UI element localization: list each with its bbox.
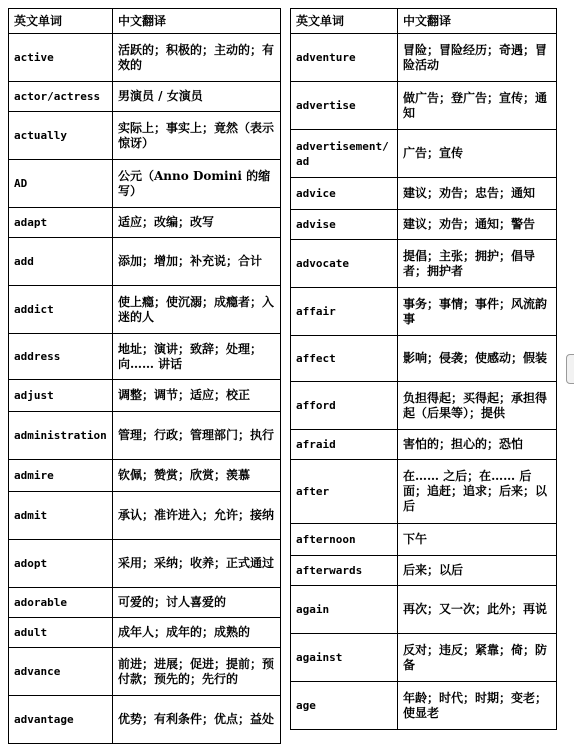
meaning-cell: 可爱的；讨人喜爱的 [113,588,281,618]
word-cell: advice [291,178,398,210]
word-cell: advertisement/ad [291,130,398,178]
meaning-cell: 事务；事情；事件；风流韵事 [398,288,557,336]
meaning-cell: 影响；侵袭；使感动；假装 [398,336,557,382]
table-row [291,34,557,82]
table-row [291,82,557,130]
table-row [9,588,281,618]
word-cell: active [9,34,113,82]
meaning-cell: 适应；改编；改写 [113,208,281,238]
vocabulary-table-left [8,8,281,744]
meaning-cell: 反对；违反；紧靠；倚；防备 [398,634,557,682]
word-cell: adorable [9,588,113,618]
word-cell: adventure [291,34,398,82]
meaning-cell: 公元（Anno Domini 的缩写） [113,160,281,208]
meaning-cell: 做广告；登广告；宣传；通知 [398,82,557,130]
meaning-cell: 负担得起；买得起；承担得起（后果等）；提供 [398,382,557,430]
table-row [9,286,281,334]
meaning-cell: 添加；增加；补充说；合计 [113,238,281,286]
word-cell: actor/actress [9,82,113,112]
meaning-cell: 承认；准许进入；允许；接纳 [113,492,281,540]
word-cell: addict [9,286,113,334]
table-row [9,160,281,208]
side-collapse-tab[interactable] [566,354,574,384]
table-row [291,524,557,556]
table-body [291,34,557,730]
meaning-cell: 调整；调节；适应；校正 [113,380,281,412]
table-row [9,460,281,492]
meaning-cell: 建议；劝告；通知；警告 [398,210,557,240]
table-row [9,540,281,588]
word-cell: after [291,460,398,524]
table-row [291,460,557,524]
table-row [291,586,557,634]
table-row [9,238,281,286]
meaning-cell: 实际上；事实上；竟然（表示惊讶） [113,112,281,160]
word-cell: advance [9,648,113,696]
word-cell: actually [9,112,113,160]
word-cell: again [291,586,398,634]
word-cell: against [291,634,398,682]
table-row [9,112,281,160]
table-row [291,634,557,682]
table-row [291,210,557,240]
word-cell: advocate [291,240,398,288]
table-row [9,412,281,460]
column-header-word: 英文单词 [291,9,398,34]
table-row [291,336,557,382]
word-cell: adopt [9,540,113,588]
meaning-cell: 提倡；主张；拥护；倡导者；拥护者 [398,240,557,288]
table-row [291,430,557,460]
word-cell: AD [9,160,113,208]
vocabulary-table-right [290,8,557,730]
meaning-cell: 后来；以后 [398,556,557,586]
meaning-cell: 在…… 之后；在…… 后面；追赶；追求；后来；以后 [398,460,557,524]
word-cell: adjust [9,380,113,412]
table-row [9,648,281,696]
word-cell: afraid [291,430,398,460]
meaning-cell: 成年人；成年的；成熟的 [113,618,281,648]
table-header-row [9,9,281,34]
table-row [9,208,281,238]
table-row [9,380,281,412]
word-cell: affect [291,336,398,382]
table-body [9,34,281,744]
meaning-cell: 下午 [398,524,557,556]
word-cell: adapt [9,208,113,238]
column-header-word: 英文单词 [9,9,113,34]
word-cell: age [291,682,398,730]
meaning-cell: 优势；有利条件；优点；益处 [113,696,281,744]
column-header-meaning: 中文翻译 [398,9,557,34]
table-row [291,178,557,210]
word-cell: advise [291,210,398,240]
table-row [9,618,281,648]
table-row [291,130,557,178]
word-cell: admit [9,492,113,540]
meaning-cell: 广告；宣传 [398,130,557,178]
meaning-cell: 男演员 / 女演员 [113,82,281,112]
word-cell: adult [9,618,113,648]
meaning-cell: 再次；又一次；此外；再说 [398,586,557,634]
table-row [9,334,281,380]
table-row [291,288,557,336]
table-row [291,556,557,586]
table-row [291,382,557,430]
word-cell: afterwards [291,556,398,586]
meaning-cell: 冒险；冒险经历；奇遇；冒险活动 [398,34,557,82]
table-row [291,240,557,288]
word-cell: advantage [9,696,113,744]
word-cell: afternoon [291,524,398,556]
table-row [9,82,281,112]
word-cell: advertise [291,82,398,130]
table-row [9,492,281,540]
meaning-cell: 害怕的；担心的；恐怕 [398,430,557,460]
meaning-cell: 管理；行政；管理部门；执行 [113,412,281,460]
meaning-cell: 采用；采纳；收养；正式通过 [113,540,281,588]
cropped-header-text [60,0,520,6]
word-cell: administration [9,412,113,460]
word-cell: affair [291,288,398,336]
meaning-cell: 前进；进展；促进；提前；预付款；预先的；先行的 [113,648,281,696]
table-header-row [291,9,557,34]
table-row [9,696,281,744]
meaning-cell: 活跃的；积极的；主动的；有效的 [113,34,281,82]
column-header-meaning: 中文翻译 [113,9,281,34]
word-cell: admire [9,460,113,492]
word-cell: add [9,238,113,286]
word-cell: address [9,334,113,380]
meaning-cell: 建议；劝告；忠告；通知 [398,178,557,210]
table-row [9,34,281,82]
meaning-cell: 地址；演讲；致辞；处理；向…… 讲话 [113,334,281,380]
table-row [291,682,557,730]
meaning-cell: 年龄；时代；时期；变老；使显老 [398,682,557,730]
word-cell: afford [291,382,398,430]
meaning-cell: 使上瘾；使沉溺；成瘾者；入迷的人 [113,286,281,334]
meaning-cell: 钦佩；赞赏；欣赏；羡慕 [113,460,281,492]
